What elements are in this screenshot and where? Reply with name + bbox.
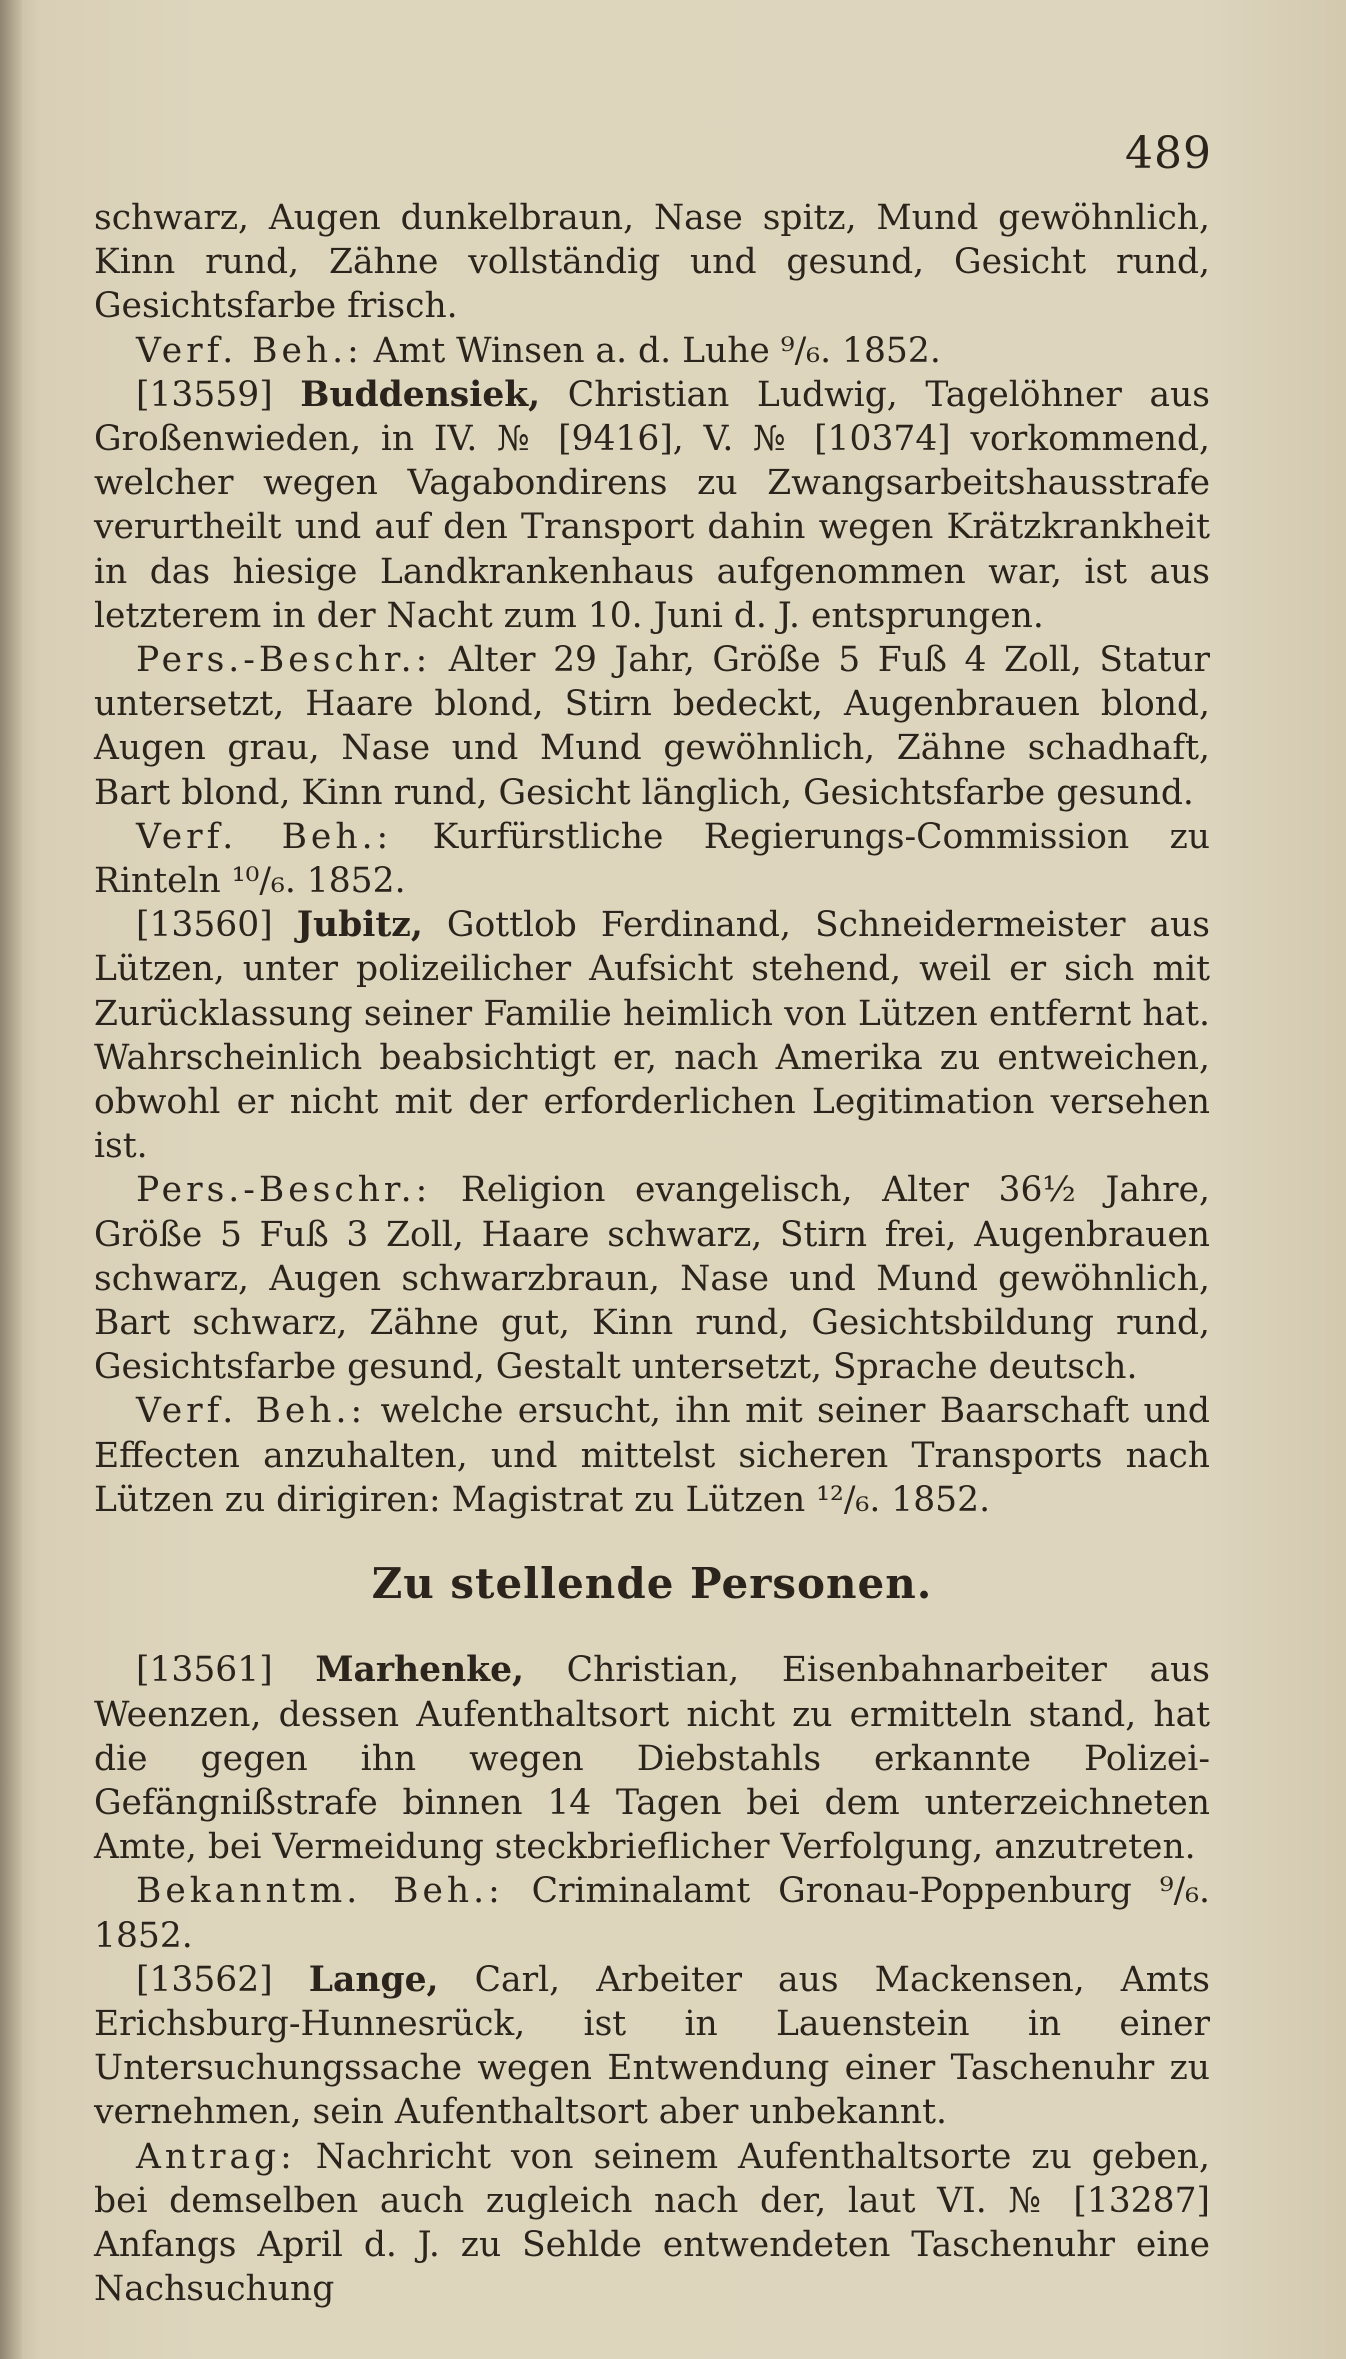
section-label: Pers.-Beschr.:	[136, 640, 432, 681]
section-label: Antrag:	[136, 2136, 296, 2177]
paragraph-text: Religion evangelisch, Alter 36½ Jahre, Größe 5 Fuß 3 Zoll, Haare schwarz, Stirn frei, Augenbrauen schwarz, Augen schwarzbraun, Nase und Mund gewöhnlich, Bart schwarz, Zähne gut, Kinn rund, Gesichtsbildung rund, Gesichtsfarbe gesund, Gestalt untersetzt, Sprache deutsch.	[94, 1170, 1210, 1388]
section-label: Verf. Beh.:	[136, 1391, 367, 1432]
page-spine-shadow	[0, 0, 22, 2359]
page-number: 489	[1125, 128, 1212, 179]
paragraph-text: Amt Winsen a. d. Luhe ⁹/₆. 1852.	[362, 330, 941, 371]
paragraph	[94, 196, 1210, 329]
paragraph-text: Carl, Arbeiter aus Mackensen, Amts Erichsburg-Hunnesrück, ist in Lauenstein in einer Untersuchungssache wegen Entwendung einer Taschenuhr zu vernehmen, sein Aufenthaltsort aber unbekannt.	[94, 1959, 1211, 2133]
entry-reference: [13559]	[136, 374, 301, 415]
paragraph-text: Kurfürstliche Regierungs-Commission zu Rinteln ¹⁰/₆. 1852.	[94, 816, 1210, 902]
paragraph-text: Christian, Eisenbahnarbeiter aus Weenzen, dessen Aufenthaltsort nicht zu ermitteln stand, hat die gegen ihn wegen Diebstahls erkannte Polizei-Gefängnißstrafe binnen 14 Tagen bei dem unterzeichneten Amte, bei Vermeidung steckbrieflicher Verfolgung, anzutreten.	[94, 1650, 1210, 1868]
section-label: Bekanntm. Beh.:	[136, 1871, 504, 1912]
notice-entry	[94, 373, 1210, 638]
paragraph-text: Alter 29 Jahr, Größe 5 Fuß 4 Zoll, Statur untersetzt, Haare blond, Stirn bedeckt, Augenbrauen blond, Augen grau, Nase und Mund gewöhnlich, Zähne schadhaft, Bart blond, Kinn rund, Gesicht länglich, Gesichtsfarbe gesund.	[94, 640, 1210, 813]
paragraph	[94, 329, 1210, 373]
notice-entry	[94, 1648, 1210, 1869]
paragraph	[94, 1389, 1210, 1522]
section-label: Verf. Beh.:	[136, 330, 363, 371]
paragraph-text: Gottlob Ferdinand, Schneidermeister aus Lützen, unter polizeilicher Aufsicht stehend, weil er sich mit Zurücklassung seiner Familie heimlich von Lützen entfernt hat. Wahrscheinlich beabsichtigt er, nach Amerika zu entweichen, obwohl er nicht mit der erforderlichen Legitimation versehen ist.	[94, 905, 1210, 1167]
paragraph	[94, 1869, 1210, 1957]
entry-reference: [13560]	[136, 905, 297, 946]
paragraph	[94, 815, 1210, 903]
notice-entry	[94, 903, 1210, 1168]
person-name: Marhenke,	[315, 1650, 525, 1691]
paragraph-text: Christian Ludwig, Tagelöhner aus Großenwieden, in IV. № [9416], V. № [10374] vorkommend, welcher wegen Vagabondirens zu Zwangsarbeitshausstrafe verurtheilt und auf den Transport dahin wegen Krätzkrankheit in das hiesige Landkrankenhaus aufgenommen war, ist aus letzterem in der Nacht zum 10. Juni d. J. entsprungen.	[94, 374, 1211, 636]
entry-reference: [13561]	[136, 1650, 316, 1691]
section-heading: Zu stellende Personen.	[371, 1559, 933, 1609]
paragraph	[94, 1168, 1210, 1389]
entry-reference: [13562]	[136, 1959, 309, 2000]
text-body	[94, 196, 1210, 2311]
paragraph-text: schwarz, Augen dunkelbraun, Nase spitz, Mund gewöhnlich, Kinn rund, Zähne vollständig und gesund, Gesicht rund, Gesichtsfarbe frisch.	[94, 198, 1210, 327]
paragraph-text: welche ersucht, ihn mit seiner Baarschaft und Effecten anzuhalten, und mittelst sicheren Transports nach Lützen zu dirigiren: Magistrat zu Lützen ¹²/₆. 1852.	[94, 1391, 1210, 1520]
person-name: Jubitz,	[296, 905, 423, 946]
person-name: Buddensiek,	[300, 374, 541, 415]
paragraph-text: Criminalamt Gronau-Poppenburg ⁹/₆. 1852.	[94, 1871, 1210, 1956]
person-name: Lange,	[308, 1959, 439, 2000]
notice-entry	[94, 1958, 1210, 2135]
paragraph	[94, 2135, 1210, 2312]
paragraph-text: Nachricht von seinem Aufenthaltsorte zu geben, bei demselben auch zugleich nach der, laut VI. № [13287] Anfangs April d. J. zu Sehlde entwendeten Taschenuhr eine Nachsuchung	[94, 2136, 1210, 2310]
section-label: Verf. Beh.:	[136, 816, 393, 857]
section-label: Pers.-Beschr.:	[136, 1170, 432, 1211]
paragraph	[94, 638, 1210, 815]
